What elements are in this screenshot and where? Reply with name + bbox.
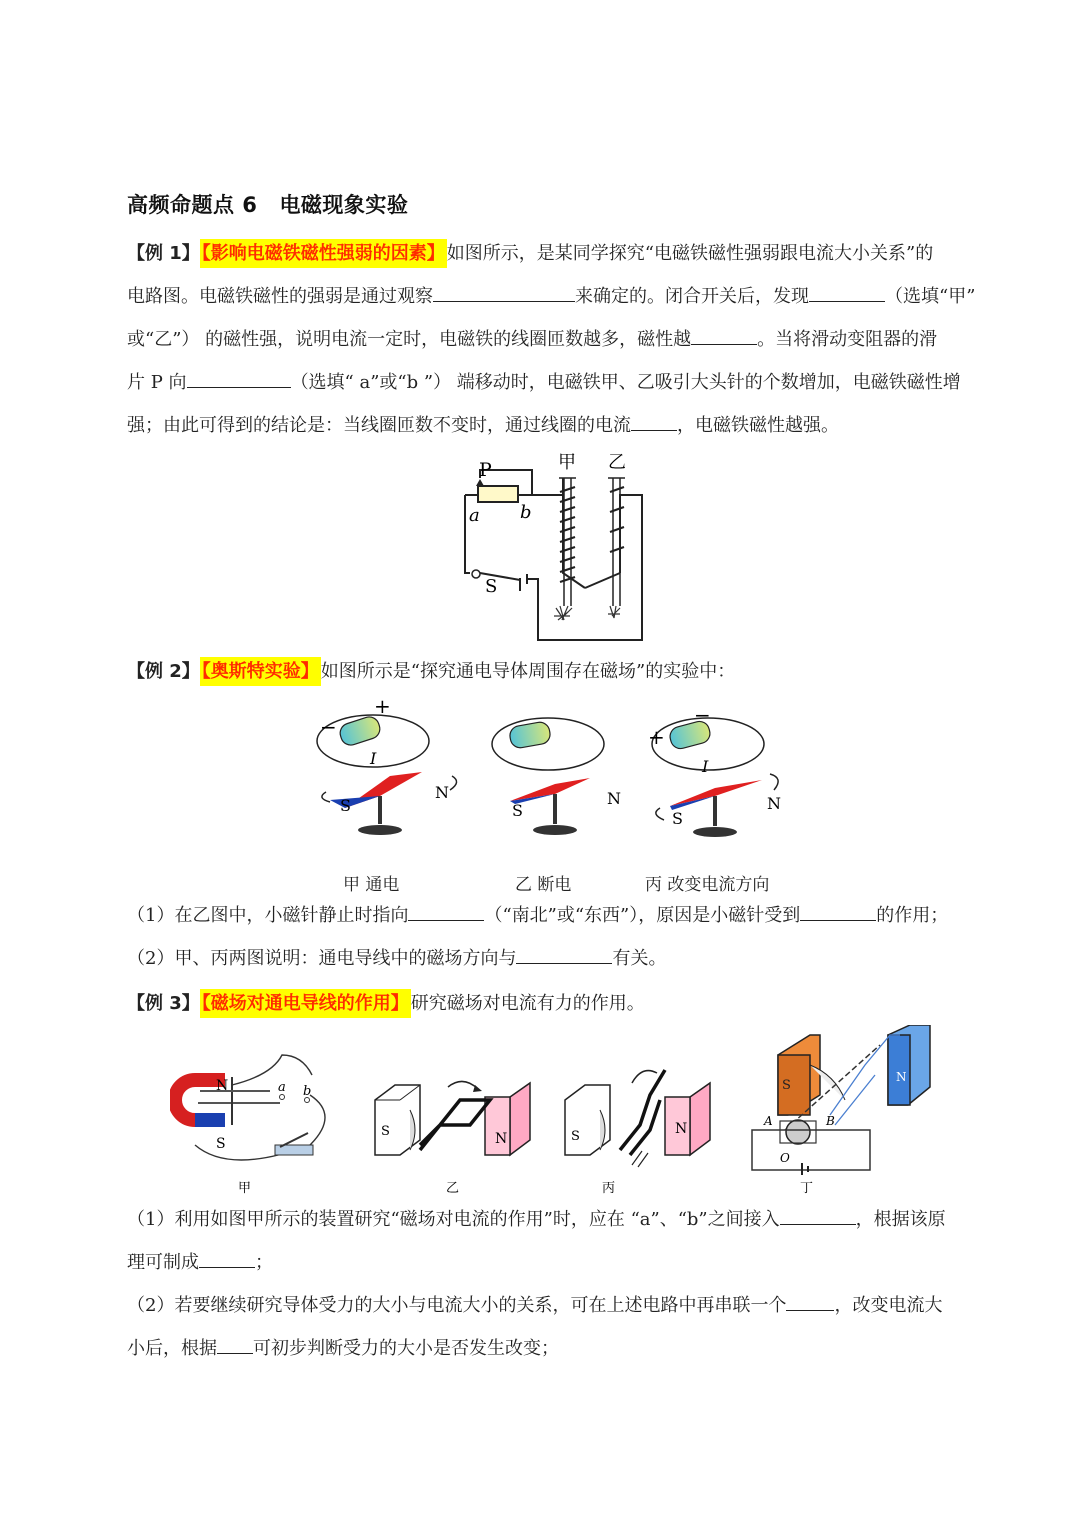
rheostat	[478, 486, 518, 502]
caption-ding: 丁	[800, 1181, 814, 1196]
answer-blank[interactable]	[433, 283, 575, 302]
svg-text:N: N	[607, 789, 621, 808]
svg-text:S: S	[672, 809, 683, 828]
svg-text:S: S	[512, 801, 523, 820]
svg-text:S: S	[216, 1136, 226, 1152]
svg-text:S: S	[782, 1078, 791, 1093]
answer-blank[interactable]	[809, 283, 885, 302]
answer-blank[interactable]	[780, 1206, 856, 1225]
answer-blank[interactable]	[786, 1292, 834, 1311]
panel-jia	[317, 696, 457, 835]
answer-blank[interactable]	[187, 369, 291, 388]
example-1-text: 【例 1】 【影响电磁铁磁性强弱的因素】 如图所示，是某同学探究“电磁铁磁性强弱跟电流大小关系”的 电路图。电磁铁磁性的强弱是通过观察 来确定的。闭合开关后，发现 （选填“甲” 或“乙”） 的磁性强，说明电流一定时，电磁铁的线圈匝数越多，磁性越 。当将滑动变阻器的滑 片 P 向 （选填“ a”或“b ”） 端移动时，电磁铁甲、乙吸引大头针的个数增加，电磁铁磁性增 强；由此可得到的结论是：当线圈匝数不变时，通过线圈的电流 ，电磁铁磁性越强。	[127, 232, 983, 447]
example-2-topic: 【奥斯特实验】	[200, 657, 321, 686]
svg-text:N: N	[495, 1131, 508, 1147]
svg-text:I: I	[702, 757, 709, 776]
section-title: 高频命题点 6 电磁现象实验	[127, 193, 409, 217]
caption-jia: 甲	[238, 1181, 252, 1196]
oersted-figure	[300, 696, 820, 846]
svg-text:I: I	[370, 749, 377, 768]
magnetic-force-figure	[170, 1025, 940, 1200]
svg-text:+: +	[648, 725, 665, 749]
answer-blank[interactable]	[199, 1249, 255, 1268]
caption-jia: 甲 通电	[343, 875, 400, 895]
switch-contact	[472, 570, 480, 578]
answer-blank[interactable]	[408, 902, 484, 921]
svg-text:N: N	[435, 783, 449, 802]
example-3-tag: 【例 3】	[127, 993, 200, 1014]
label-b: b	[520, 502, 532, 523]
svg-text:N: N	[896, 1070, 907, 1084]
example-1-topic: 【影响电磁铁磁性强弱的因素】	[200, 239, 447, 268]
answer-blank[interactable]	[800, 902, 876, 921]
svg-text:−: −	[320, 715, 337, 739]
label-a: a	[469, 505, 480, 526]
example-3-text: 【例 3】 【磁场对通电导线的作用】 研究磁场对电流有力的作用。	[127, 982, 983, 1025]
caption-yi: 乙	[446, 1181, 460, 1196]
example-2-tag: 【例 2】	[127, 661, 200, 682]
panel-bing	[648, 703, 781, 837]
svg-text:S: S	[571, 1129, 580, 1144]
panel-bing	[565, 1070, 710, 1167]
example-1-tag: 【例 1】	[127, 243, 200, 264]
caption-bing: 丙	[602, 1181, 616, 1196]
svg-text:N: N	[216, 1078, 229, 1094]
svg-text:a: a	[278, 1080, 286, 1095]
answer-blank[interactable]	[516, 945, 612, 964]
example-3-topic: 【磁场对通电导线的作用】	[200, 989, 411, 1018]
electromagnet-circuit-figure	[450, 448, 650, 648]
svg-text:b: b	[303, 1084, 312, 1099]
svg-text:B: B	[826, 1114, 835, 1128]
answer-blank[interactable]	[217, 1335, 253, 1354]
svg-text:−: −	[694, 703, 711, 727]
example-2-questions: （1）在乙图中，小磁针静止时指向 （“南北”或“东西”），原因是小磁针受到 的作用； （2）甲、丙两图说明：通电导线中的磁场方向与 有关。	[127, 894, 983, 980]
example-2-text: 【例 2】 【奥斯特实验】 如图所示是“探究通电导体周围存在磁场”的实验中：	[127, 650, 983, 693]
panel-yi	[375, 1081, 530, 1155]
svg-text:+: +	[374, 696, 391, 718]
answer-blank[interactable]	[631, 412, 677, 431]
svg-text:S: S	[340, 796, 351, 815]
panel-yi	[492, 718, 621, 835]
caption-yi: 乙 断电	[515, 875, 572, 895]
panel-jia	[175, 1055, 325, 1160]
label-jia: 甲	[558, 452, 576, 473]
svg-text:N: N	[767, 794, 781, 813]
label-s: S	[485, 576, 498, 597]
svg-text:S: S	[381, 1124, 390, 1139]
caption-bing: 丙 改变电流方向	[645, 875, 770, 895]
label-p: P	[479, 459, 492, 481]
svg-text:N: N	[675, 1121, 688, 1137]
svg-text:O: O	[780, 1151, 790, 1165]
example-3-questions: （1）利用如图甲所示的装置研究“磁场对电流的作用”时，应在 “a”、“b”之间接入 ，根据该原 理可制成 ； （2）若要继续研究导体受力的大小与电流大小的关系，可在上述电路中再串联一个 ，改变电流大 小后，根据 可初步判断受力的大小是否发生改变；	[127, 1198, 983, 1370]
label-yi: 乙	[608, 452, 626, 473]
panel-ding	[752, 1025, 930, 1175]
svg-text:A: A	[764, 1114, 773, 1128]
answer-blank[interactable]	[691, 326, 757, 345]
